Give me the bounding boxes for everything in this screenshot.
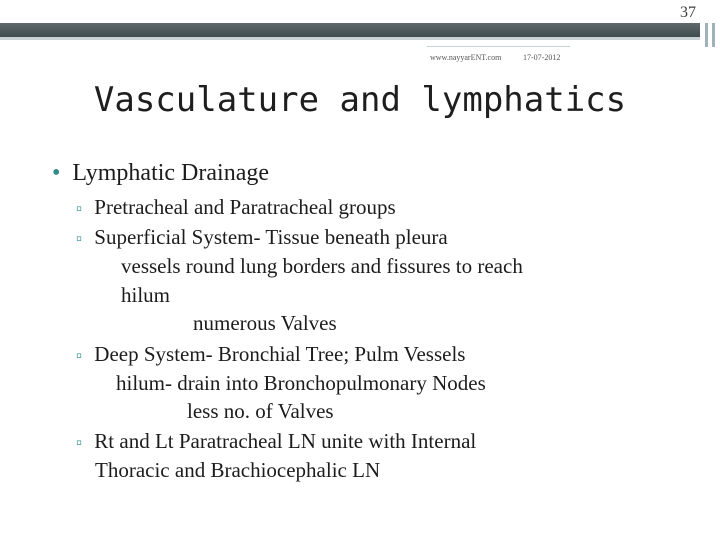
slide-number: 37 [680, 4, 696, 21]
slide-title: Vasculature and lymphatics [93, 80, 627, 120]
main-bullet [52, 160, 269, 187]
deco-bar [705, 23, 708, 47]
header-band [0, 23, 700, 37]
list-item-text: Deep System- Bronchial Tree; Pulm Vessels [94, 342, 466, 366]
list-item [76, 225, 448, 250]
main-bullet-text: Lymphatic Drainage [72, 160, 269, 186]
header-band-highlight [0, 37, 700, 40]
list-item-text: Pretracheal and Paratracheal groups [94, 195, 396, 219]
footer-website: www.nayyarENT.com [430, 53, 502, 62]
list-item [76, 429, 476, 454]
list-item-continuation: Thoracic and Brachiocephalic LN [95, 458, 381, 482]
list-item-continuation: hilum [121, 283, 171, 307]
deco-bar [712, 23, 715, 47]
sub-bullet-marker: ▫ [76, 199, 83, 218]
footer-date: 17-07-2012 [523, 53, 561, 62]
footer-divider [427, 46, 570, 47]
list-item-text: Superficial System- Tissue beneath pleura [94, 225, 448, 249]
list-item-continuation: less no. of Valves [187, 399, 334, 423]
sub-bullet-marker: ▫ [76, 346, 83, 365]
list-item-continuation: numerous Valves [193, 311, 337, 335]
sub-bullet-marker: ▫ [76, 433, 83, 452]
list-item [76, 342, 465, 367]
header-decoration [702, 23, 720, 47]
list-item-continuation: hilum- drain into Bronchopulmonary Nodes [116, 371, 486, 395]
list-item [76, 195, 396, 220]
bullet-marker: • [52, 160, 61, 186]
list-item-text: Rt and Lt Paratracheal LN unite with Internal [94, 429, 477, 453]
sub-bullet-marker: ▫ [76, 229, 83, 248]
list-item-continuation: vessels round lung borders and fissures to reach [121, 254, 523, 278]
